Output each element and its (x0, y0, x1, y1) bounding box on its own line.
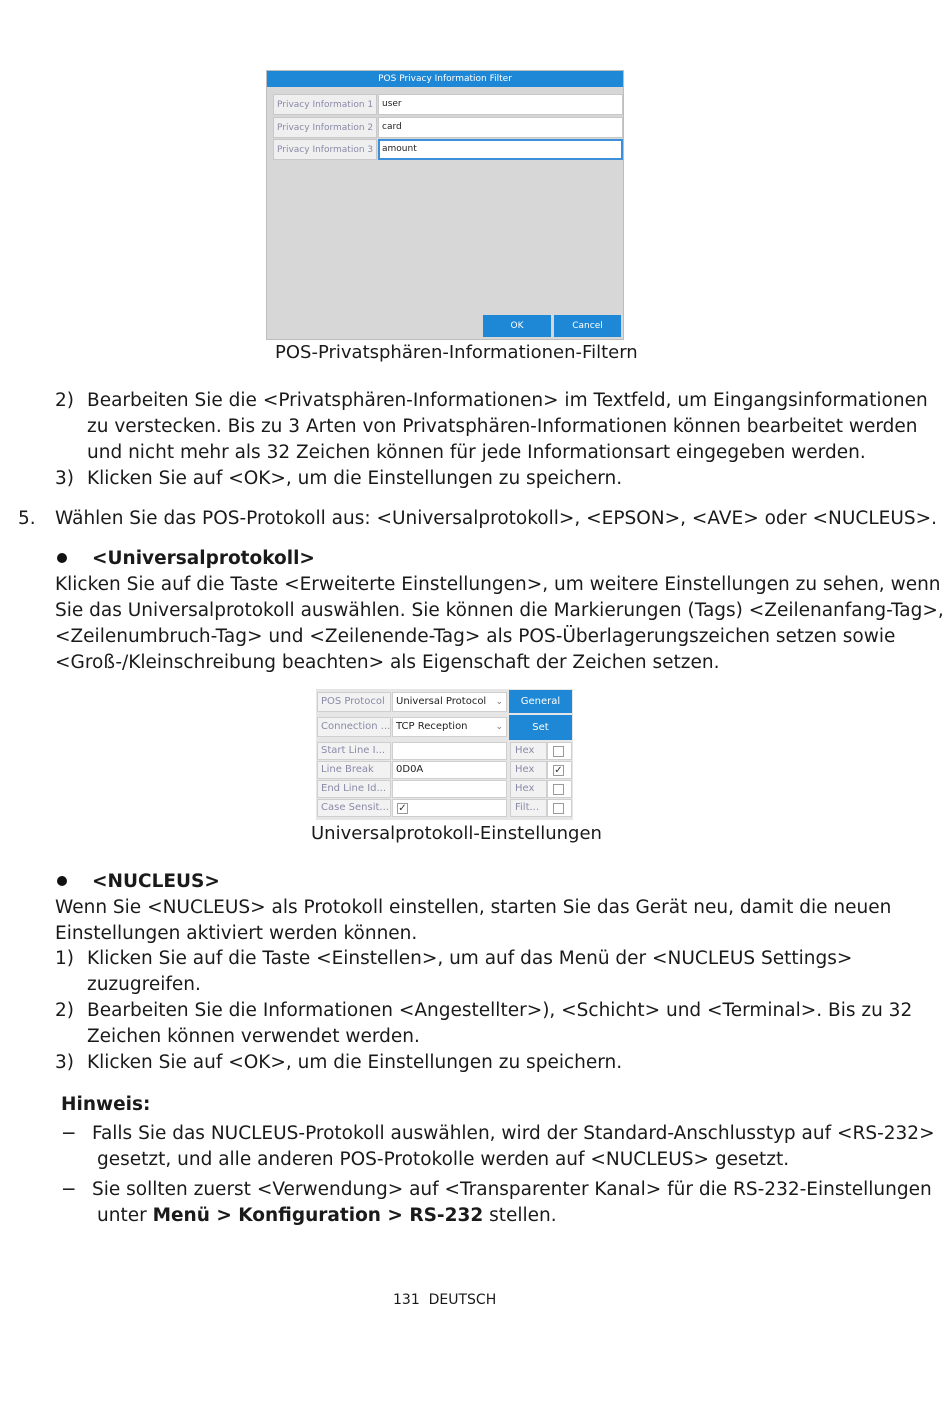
step-number: 3) (55, 468, 74, 489)
connection-select[interactable] (392, 717, 507, 737)
start-line-hex-checkbox[interactable] (553, 746, 564, 757)
list-item-text: Wählen Sie das POS-Protokoll aus: <Universalprotokoll>, <EPSON>, <AVE> oder <NUCLEUS>. (55, 508, 937, 529)
line-break-hex-cell (547, 761, 572, 779)
privacy-info-input-1[interactable]: user (378, 94, 623, 115)
menu-path: Menü > Konfiguration > RS-232 (152, 1205, 484, 1226)
universal-protocol-settings-panel (316, 689, 573, 820)
set-button[interactable]: Set (509, 715, 572, 740)
line-break-hex-checkbox[interactable] (553, 765, 564, 776)
dash-icon: − (61, 1179, 77, 1200)
start-line-hex-cell (547, 742, 572, 760)
chevron-down-icon: ⌄ (495, 722, 503, 732)
paragraph-line: <Groß-/Kleinschreibung beachten> als Eigenschaft der Zeichen setzen. (55, 652, 720, 673)
line-break-input[interactable]: 0D0A (392, 761, 507, 779)
step-text-line: zuzugreifen. (87, 974, 201, 995)
dash-icon: − (61, 1123, 77, 1144)
step-text-line: Bearbeiten Sie die <Privatsphären-Informationen> im Textfeld, um Eingangsinformationen (87, 390, 928, 411)
connection-value: TCP Reception (396, 721, 468, 732)
end-line-input[interactable] (392, 780, 507, 798)
note-title: Hinweis: (61, 1094, 151, 1115)
note-line: Falls Sie das NUCLEUS-Protokoll auswählen, wird der Standard-Anschlusstyp auf <RS-232> (92, 1123, 935, 1144)
end-line-hex-label: Hex (510, 780, 547, 798)
pos-privacy-filter-dialog (266, 70, 624, 340)
figure-caption-universal: Universalprotokoll-Einstellungen (311, 823, 602, 844)
dialog-title: POS Privacy Information Filter (267, 71, 623, 87)
step-text-line: zu verstecken. Bis zu 3 Arten von Privatsphären-Informationen können bearbeitet werden (87, 416, 918, 437)
line-break-hex-label: Hex (510, 761, 547, 779)
chevron-down-icon: ⌄ (495, 697, 503, 707)
paragraph-line: Sie das Universalprotokoll auswählen. Sie können die Markierungen (Tags) <Zeilenanfang-Tag>, (55, 600, 944, 621)
section-heading-nucleus: <NUCLEUS> (92, 871, 220, 892)
end-line-hex-cell (547, 780, 572, 798)
connection-label: Connection ... (317, 717, 391, 737)
privacy-info-row-2 (273, 117, 623, 139)
step-number: 2) (55, 390, 74, 411)
note-line: gesetzt, und alle anderen POS-Protokolle werden auf <NUCLEUS> gesetzt. (97, 1149, 790, 1170)
section-heading-universal: <Universalprotokoll> (92, 548, 315, 569)
filter-checkbox[interactable] (553, 803, 564, 814)
general-button[interactable]: General (509, 690, 572, 713)
note-text: unter (97, 1205, 153, 1226)
paragraph-line: Wenn Sie <NUCLEUS> als Protokoll einstellen, starten Sie das Gerät neu, damit die neuen (55, 897, 892, 918)
privacy-info-row-3 (273, 139, 623, 161)
note-line: Sie sollten zuerst <Verwendung> auf <Transparenter Kanal> für die RS-232-Einstellungen (92, 1179, 932, 1200)
start-line-hex-label: Hex (510, 742, 547, 760)
paragraph-line: Einstellungen aktiviert werden können. (55, 923, 418, 944)
privacy-info-input-2[interactable]: card (378, 117, 623, 138)
pos-protocol-value: Universal Protocol (396, 696, 487, 707)
filter-cell (547, 799, 572, 817)
paragraph-line: Klicken Sie auf die Taste <Erweiterte Einstellungen>, um weitere Einstellungen zu sehen, wenn (55, 574, 941, 595)
filter-label: Filt... (510, 799, 547, 817)
privacy-info-input-3[interactable]: amount (378, 139, 623, 160)
step-text-line: und nicht mehr als 32 Zeichen können für jede Informationsart eingegeben werden. (87, 442, 866, 463)
step-text-line: Zeichen können verwendet werden. (87, 1026, 420, 1047)
line-break-label: Line Break (317, 761, 391, 779)
step-number: 2) (55, 1000, 74, 1021)
note-line (97, 1203, 557, 1229)
step-text-line: Bearbeiten Sie die Informationen <Angestellter>), <Schicht> und <Terminal>. Bis zu 32 (87, 1000, 913, 1021)
checkmark-icon: ✓ (398, 803, 407, 814)
page-footer: 131 DEUTSCH (393, 1292, 497, 1308)
note-text: stellen. (483, 1205, 557, 1226)
privacy-info-label-1: Privacy Information 1 (273, 94, 377, 115)
bullet-icon (57, 876, 67, 886)
paragraph-line: <Zeilenumbruch-Tag> und <Zeilenende-Tag> als POS-Überlagerungszeichen setzen sowie (55, 626, 896, 647)
pos-protocol-select[interactable] (392, 692, 507, 712)
step-number: 3) (55, 1052, 74, 1073)
privacy-info-label-2: Privacy Information 2 (273, 117, 377, 138)
case-sensitive-cell (392, 799, 507, 817)
bullet-icon (57, 553, 67, 563)
step-text-line: Klicken Sie auf die Taste <Einstellen>, um auf das Menü der <NUCLEUS Settings> (87, 948, 853, 969)
privacy-info-label-3: Privacy Information 3 (273, 139, 377, 160)
case-sensitive-label: Case Sensit... (317, 799, 391, 817)
step-text-line: Klicken Sie auf <OK>, um die Einstellungen zu speichern. (87, 1052, 623, 1073)
case-sensitive-checkbox[interactable] (397, 803, 408, 814)
cancel-button[interactable]: Cancel (554, 315, 621, 337)
end-line-label: End Line Id... (317, 780, 391, 798)
pos-protocol-label: POS Protocol (317, 692, 391, 712)
end-line-hex-checkbox[interactable] (553, 784, 564, 795)
start-line-label: Start Line I... (317, 742, 391, 760)
start-line-input[interactable] (392, 742, 507, 760)
step-text-line: Klicken Sie auf <OK>, um die Einstellungen zu speichern. (87, 468, 623, 489)
figure-caption-privacy-filter: POS-Privatsphären-Informationen-Filtern (275, 342, 638, 363)
step-number: 1) (55, 948, 74, 969)
privacy-info-row-1 (273, 94, 623, 116)
checkmark-icon: ✓ (554, 765, 563, 776)
list-number: 5. (18, 508, 36, 529)
ok-button[interactable]: OK (483, 315, 551, 337)
